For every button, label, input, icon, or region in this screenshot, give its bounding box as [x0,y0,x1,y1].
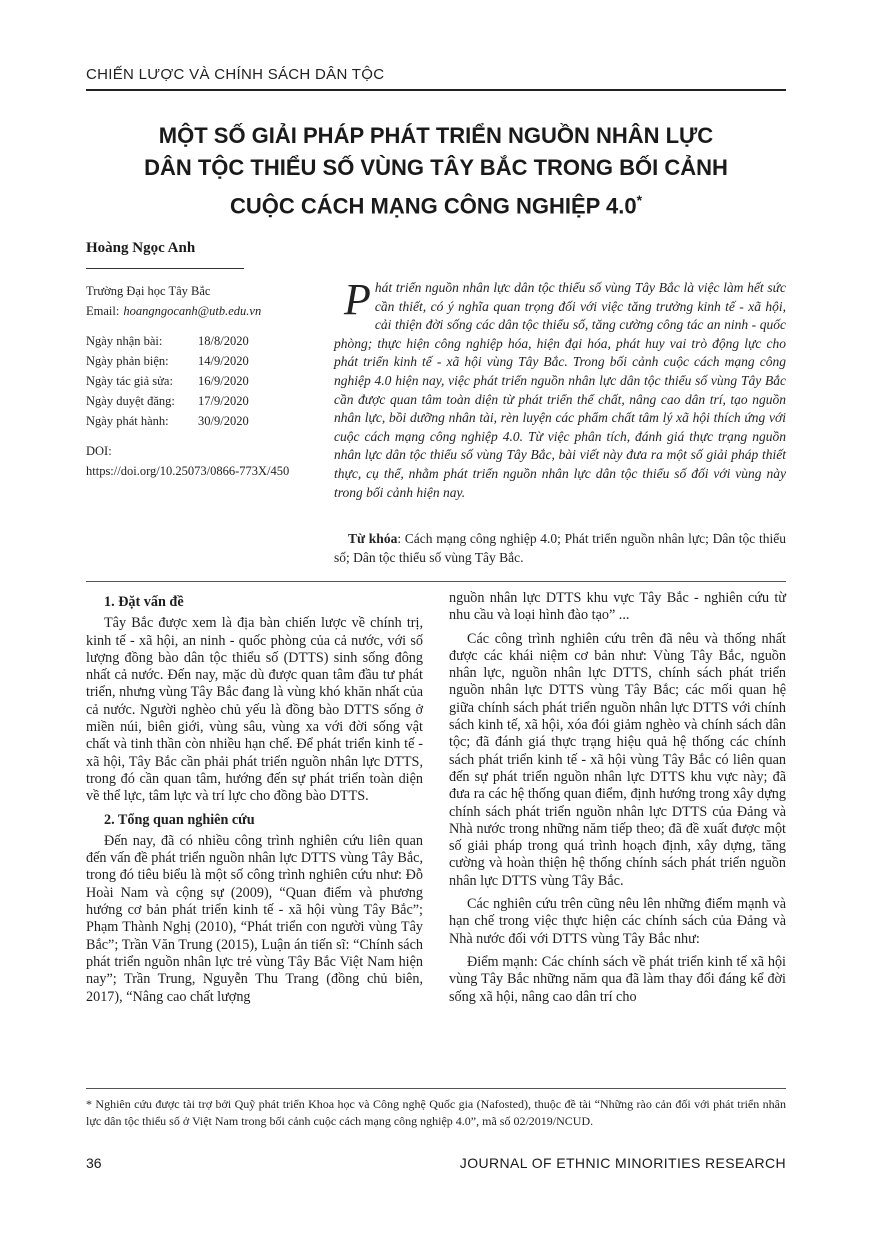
footnote-divider [86,1088,786,1089]
abstract-text: hát triển nguồn nhân lực dân tộc thiểu số vùng Tây Bắc là việc làm hết sức cần thiết, có ý nghĩa quan trọng đối với việc tăng trưởng kinh tế - xã hội, cải thiện đời sống các dân tộc thiểu số, tăng cường công tác an ninh - quốc phòng; thực hiện công nghiệp hóa, hiện đại hóa, phát huy vai trò động lực cho phát triển kinh tế - xã hội vùng Tây Bắc. Trong bối cảnh cuộc cách mạng công nghiệp 4.0 hiện nay, việc phát triển nguồn nhân lực dân tộc thiểu số vùng Tây Bắc cần được quan tâm toàn diện từ phát triển thể chất, nâng cao dân trí, tạo nguồn nhân lực, bồi dưỡng nhân tài, rèn luyện các phẩm chất tâm lý xã hội thích ứng với cuộc cách mạng công nghiệp 4.0. Từ việc phân tích, đánh giá thực trạng nguồn nhân lực dân tộc thiểu số vùng Tây Bắc, bài viết này đưa ra một số giải pháp thiết thực, cụ thể, nhằm phát triển nguồn nhân lực dân tộc thiểu số đối với vùng này trong bối cảnh hiện nay. [334,280,786,500]
keywords-label: Từ khóa [348,531,398,546]
paragraph: nguồn nhân lực DTTS khu vực Tây Bắc - nghiên cứu từ nhu cầu và loại hình đào tạo” ... [449,590,786,624]
date-value: 30/9/2020 [198,414,249,428]
article-metadata [86,281,326,481]
body-column-right [449,590,786,1012]
title-line-3 [86,184,786,222]
section-heading: 1. Đặt vấn đề [104,594,184,610]
date-row [86,351,326,371]
title-line-2: DÂN TỘC THIỂU SỐ VÙNG TÂY BẮC TRONG BỐI CẢNH [144,155,728,180]
article-title [86,120,786,222]
date-value: 16/9/2020 [198,374,249,388]
date-label: Ngày phản biện: [86,354,169,368]
date-row [86,391,326,411]
abstract [334,275,786,502]
journal-name: JOURNAL OF ETHNIC MINORITIES RESEARCH [459,1155,786,1171]
date-row [86,411,326,431]
footnote: * Nghiên cứu được tài trợ bởi Quỹ phát triển Khoa học và Công nghệ Quốc gia (Nafosted), thuộc đề tài “Những rào cản đối với phát triển nhân lực dân tộc thiểu số ở Việt Nam trong bối cảnh cuộc cách mạng công nghiệp 4.0”, mã số 02/2019/NCUD. [86,1097,786,1128]
title-line-1: MỘT SỐ GIẢI PHÁP PHÁT TRIỂN NGUỒN NHÂN LỰC [158,123,714,148]
date-label: Ngày tác giả sửa: [86,374,173,388]
paragraph: Đến nay, đã có nhiều công trình nghiên cứu liên quan đến vấn đề phát triển nguồn nhân lực DTTS vùng Tây Bắc, trong đó tiêu biểu là một số công trình nghiên cứu như: Đỗ Hoài Nam và cộng sự (2009), “Quan điểm và phương hướng cơ bản phát triển kinh tế - xã hội vùng Tây Bắc”; Phạm Thành Nghị (2010), “Phát triển con người vùng Tây Bắc”; Trần Văn Trung (2015), Luận án tiến sĩ: “Chính sách phát triển nguồn nhân lực trẻ vùng Tây Bắc Việt Nam hiện nay”; Trần Trung, Nguyễn Thu Trang (đồng chủ biên, 2017), “Nâng cao chất lượng [86,832,423,1005]
date-value: 14/9/2020 [198,354,249,368]
title-line-3-text: CUỘC CÁCH MẠNG CÔNG NGHIỆP 4.0 [229,193,637,219]
header-divider [86,89,786,91]
email-row [86,301,326,321]
date-row [86,371,326,391]
date-label: Ngày nhận bài: [86,334,163,348]
date-label: Ngày duyệt đăng: [86,394,175,408]
email-link[interactable]: hoangngocanh@utb.edu.vn [123,304,262,318]
paragraph: Các công trình nghiên cứu trên đã nêu và thống nhất được các khái niệm cơ bản như: Vùng Tây Bắc, nguồn nhân lực, nguồn nhân lực DTTS, chính sách phát triển nguồn nhân lực DTTS vùng Tây Bắc; các mối quan hệ giữa chính sách phát triển nguồn nhân lực DTTS với chính sách kinh tế, xã hội, xóa đói giảm nghèo và chính sách dân tộc; đã đánh giá thực trạng hiệu quả hệ thống các chính sách phát triển kinh tế - xã hội vùng Tây Bắc có liên quan đến sự phát triển nguồn nhân lực DTTS khu vực này; đã đưa ra các hệ thống quan điểm, định hướng trong xây dựng chính sách phát triển nguồn nhân lực DTTS của Đảng và Nhà nước trong những năm tiếp theo; đã đề xuất được một số giải pháp trong quá trình hoạch định, xây dựng, tăng cường và hoàn thiện hệ thống chính sách phát triển nguồn nhân lực DTTS vùng Tây Bắc. [449,630,786,889]
doi-link[interactable]: https://doi.org/10.25073/0866-773X/450 [86,464,290,478]
abstract-dropcap: P [344,275,371,324]
section-heading: 2. Tổng quan nghiên cứu [104,811,255,828]
affiliation: Trường Đại học Tây Bắc [86,284,211,298]
running-head: CHIẾN LƯỢC VÀ CHÍNH SÁCH DÂN TỘC [86,66,385,83]
author-name: Hoàng Ngọc Anh [86,240,196,256]
page-number: 36 [86,1155,102,1171]
date-value: 17/9/2020 [198,394,249,408]
keywords [334,530,786,567]
date-value: 18/8/2020 [198,334,249,348]
paragraph: Tây Bắc được xem là địa bàn chiến lược về chính trị, kinh tế - xã hội, an ninh - quốc phòng của cả nước, với số lượng đồng bào dân tộc thiểu số (DTTS) sinh sống đông nhất cả nước. Đến nay, mặc dù được quan tâm đầu tư phát triển, nhưng vùng Tây Bắc đang là vùng khó khăn nhất của cả nước. Người nghèo chủ yếu là đồng bào DTTS sống ở miền núi, biên giới, vùng sâu, vùng xa với đời sống vật chất và tinh thần còn nhiều hạn chế. Để phát triển kinh tế - xã hội, Tây Bắc cần phải phát triển nguồn nhân lực DTTS, trong đó cần quan tâm, hướng đến sự phát triển toàn diện về thể lực, tâm lực và trí lực cho đồng bào DTTS. [86,615,423,805]
author-divider [86,268,244,269]
date-label: Ngày phát hành: [86,414,169,428]
paragraph: Điểm mạnh: Các chính sách về phát triển kinh tế xã hội vùng Tây Bắc những năm qua đã làm thay đổi đáng kể đời sống xã hội, nâng cao dân trí cho [449,953,786,1005]
email-label: Email: [86,304,120,318]
doi-label: DOI: [86,444,112,458]
paragraph: Các nghiên cứu trên cũng nêu lên những điểm mạnh và hạn chế trong việc thực hiện các chính sách của Đảng và Nhà nước đối với DTTS vùng Tây Bắc như: [449,896,786,947]
date-row [86,331,326,351]
keywords-text: : Cách mạng công nghiệp 4.0; Phát triển nguồn nhân lực; Dân tộc thiểu số; Dân tộc thiểu số vùng Tây Bắc. [334,531,786,565]
body-divider [86,581,786,582]
body-column-left [86,590,423,1012]
title-footnote-marker: * [636,192,643,208]
